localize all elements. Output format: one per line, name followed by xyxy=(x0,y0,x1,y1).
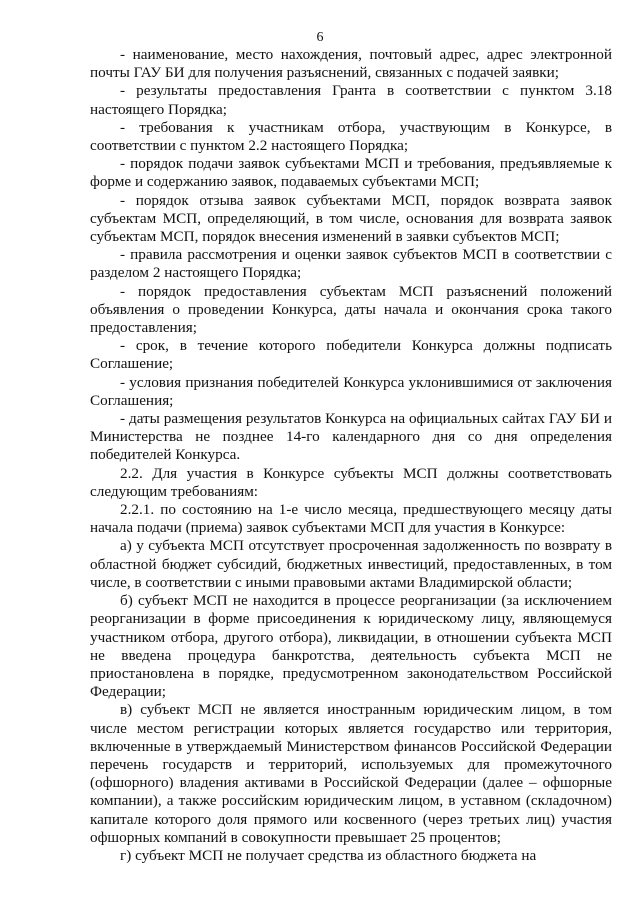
paragraph: 2.2.1. по состоянию на 1-е число месяца, предшествующего месяцу даты начала подачи (приема) заявок субъектами МСП для участия в Конкурсе: xyxy=(90,501,612,537)
paragraph: - результаты предоставления Гранта в соответствии с пунктом 3.18 настоящего Порядка; xyxy=(90,82,612,118)
paragraph: - даты размещения результатов Конкурса на официальных сайтах ГАУ БИ и Министерства не позднее 14-го календарного дня со дня определения победителей Конкурса. xyxy=(90,410,612,464)
paragraph: - срок, в течение которого победители Конкурса должны подписать Соглашение; xyxy=(90,337,612,373)
paragraph: - правила рассмотрения и оценки заявок субъектов МСП в соответствии с разделом 2 настоящего Порядка; xyxy=(90,246,612,282)
paragraph: 2.2. Для участия в Конкурсе субъекты МСП должны соответствовать следующим требованиям: xyxy=(90,464,612,500)
paragraph: б) субъект МСП не находится в процессе реорганизации (за исключением реорганизации в форме присоединения к юридическому лицу, являющемуся участником отбора, другого отбора), ликвидации, в отношении субъекта МСП не введена процедура банкротства, деятельность субъекта МСП не приостановлена в порядке, предусмотренном законодательством Российской Федерации; xyxy=(90,592,612,701)
paragraph: - наименование, место нахождения, почтовый адрес, адрес электронной почты ГАУ БИ для получения разъяснений, связанных с подачей заявки; xyxy=(90,46,612,82)
paragraph: - условия признания победителей Конкурса уклонившимися от заключения Соглашения; xyxy=(90,373,612,409)
page-number: 6 xyxy=(316,30,324,45)
paragraph: г) субъект МСП не получает средства из областного бюджета на xyxy=(120,846,537,864)
paragraph: а) у субъекта МСП отсутствует просроченная задолженность по возврату в областной бюджет субсидий, бюджетных инвестиций, предоставленных, в том числе, в соответствии с иными правовыми актами Владимирской области; xyxy=(90,537,612,591)
paragraph: - порядок подачи заявок субъектами МСП и требования, предъявляемые к форме и содержанию заявок, подаваемых субъектами МСП; xyxy=(90,155,612,191)
body-text xyxy=(90,46,612,865)
paragraph: - порядок отзыва заявок субъектами МСП, порядок возврата заявок субъектам МСП, определяющий, в том числе, основания для возврата заявок субъектам МСП, порядок внесения изменений в заявки субъектов МСП; xyxy=(90,191,612,246)
paragraph: - порядок предоставления субъектам МСП разъяснений положений объявления о проведении Конкурса, даты начала и окончания срока такого предоставления; xyxy=(90,282,612,337)
paragraph: - требования к участникам отбора, участвующим в Конкурсе, в соответствии с пунктом 2.2 настоящего Порядка; xyxy=(90,118,612,155)
paragraph: в) субъект МСП не является иностранным юридическим лицом, в том числе местом регистрации которых является государство или территория, включенные в утверждаемый Министерством финансов Российской Федерации перечень государств и территорий, используемых для промежуточного (офшорного) владения активами в Российской Федерации (далее – офшорные компании), а также российским юридическим лицом, в уставном (складочном) капитале которого доля прямого или косвенного (через третьих лиц) участия офшорных компаний в совокупности превышает 25 процентов; xyxy=(90,701,612,846)
